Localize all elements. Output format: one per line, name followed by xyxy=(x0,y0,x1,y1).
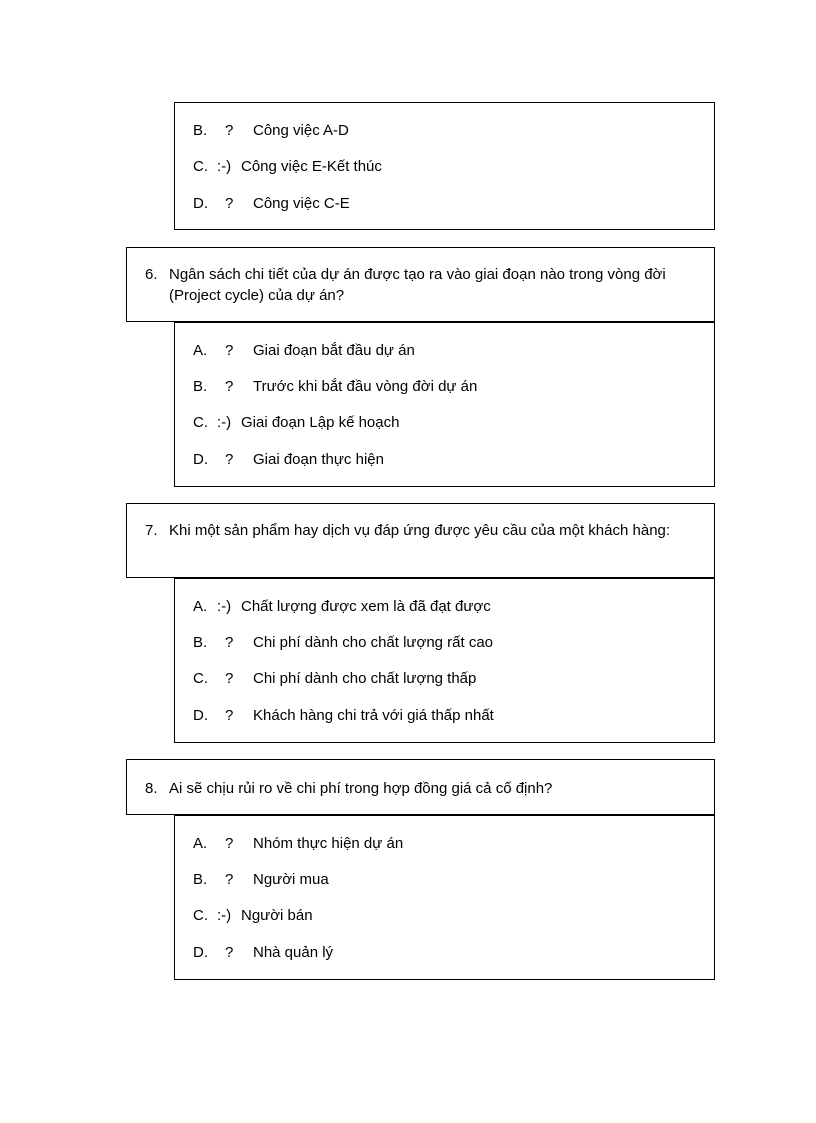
answer-box-8 xyxy=(174,815,715,980)
option-text: Người mua xyxy=(253,871,329,888)
option-letter: D. xyxy=(193,195,208,212)
option-mark: :-) xyxy=(217,158,232,175)
option-text: Công việc E-Kết thúc xyxy=(241,158,382,175)
option-text: Khách hàng chi trả với giá thấp nhất xyxy=(253,707,494,724)
option-b xyxy=(193,870,329,890)
option-a xyxy=(193,834,403,854)
option-text: Giai đoạn bắt đầu dự án xyxy=(253,342,415,359)
option-letter: A. xyxy=(193,342,208,359)
option-d xyxy=(193,943,333,963)
option-letter: B. xyxy=(193,122,208,139)
option-text: Chi phí dành cho chất lượng rất cao xyxy=(253,634,494,651)
question-number: 7. xyxy=(145,522,158,539)
answer-box-6 xyxy=(174,322,715,487)
option-a xyxy=(193,597,491,617)
option-letter: B. xyxy=(193,871,208,888)
option-mark: ? xyxy=(225,342,234,359)
option-text: Chi phí dành cho chất lượng thấp xyxy=(253,670,477,687)
option-text: Công việc A-D xyxy=(253,122,349,139)
option-letter: A. xyxy=(193,598,208,615)
question-8-text-row xyxy=(145,778,690,799)
option-text: Nhóm thực hiện dự án xyxy=(253,835,404,852)
option-d xyxy=(193,706,494,726)
option-text: Nhà quản lý xyxy=(253,944,334,961)
option-mark: ? xyxy=(225,944,234,961)
question-text: Ai sẽ chịu rủi ro về chi phí trong hợp đồng giá cả cố định? xyxy=(169,780,553,797)
option-letter: C. xyxy=(193,414,208,431)
option-text: Công việc C-E xyxy=(253,195,350,212)
option-letter: C. xyxy=(193,907,208,924)
question-text: Khi một sản phẩm hay dịch vụ đáp ứng được yêu cầu của một khách hàng: xyxy=(169,522,671,539)
option-b xyxy=(193,633,493,653)
option-letter: C. xyxy=(193,158,208,175)
option-b xyxy=(193,121,349,141)
option-letter: D. xyxy=(193,944,208,961)
option-mark: ? xyxy=(225,707,234,724)
option-mark: ? xyxy=(225,451,234,468)
option-mark: :-) xyxy=(217,414,232,431)
option-letter: B. xyxy=(193,378,208,395)
option-a xyxy=(193,341,415,361)
option-c xyxy=(193,669,476,689)
question-number: 8. xyxy=(145,780,158,797)
option-c xyxy=(193,413,399,433)
option-text: Người bán xyxy=(241,907,313,924)
option-mark: ? xyxy=(225,670,234,687)
option-d xyxy=(193,450,384,470)
option-letter: A. xyxy=(193,835,208,852)
question-text: Ngân sách chi tiết của dự án được tạo ra vào giai đoạn nào trong vòng đời (Project cycle) của dự án? xyxy=(169,266,666,304)
answer-box-7 xyxy=(174,578,715,743)
option-c xyxy=(193,906,313,926)
option-letter: B. xyxy=(193,634,208,651)
question-box-7 xyxy=(126,503,715,578)
answer-box-5 xyxy=(174,102,715,230)
option-mark: :-) xyxy=(217,907,232,924)
option-b xyxy=(193,377,477,397)
option-text: Giai đoạn thực hiện xyxy=(253,451,384,468)
option-mark: ? xyxy=(225,378,234,395)
option-letter: D. xyxy=(193,707,208,724)
question-7-text-row xyxy=(145,520,690,541)
option-letter: C. xyxy=(193,670,208,687)
option-text: Giai đoạn Lập kế hoạch xyxy=(241,414,400,431)
option-text: Chất lượng được xem là đã đạt được xyxy=(241,598,491,615)
question-number: 6. xyxy=(145,266,158,283)
option-mark: ? xyxy=(225,835,234,852)
option-c xyxy=(193,157,382,177)
option-mark: ? xyxy=(225,195,234,212)
question-box-6 xyxy=(126,247,715,322)
question-6-text-row xyxy=(145,264,690,306)
option-mark: ? xyxy=(225,634,234,651)
option-letter: D. xyxy=(193,451,208,468)
option-mark: ? xyxy=(225,122,234,139)
question-box-8 xyxy=(126,759,715,815)
option-mark: :-) xyxy=(217,598,232,615)
option-mark: ? xyxy=(225,871,234,888)
option-text: Trước khi bắt đầu vòng đời dự án xyxy=(253,378,478,395)
option-d xyxy=(193,194,350,214)
